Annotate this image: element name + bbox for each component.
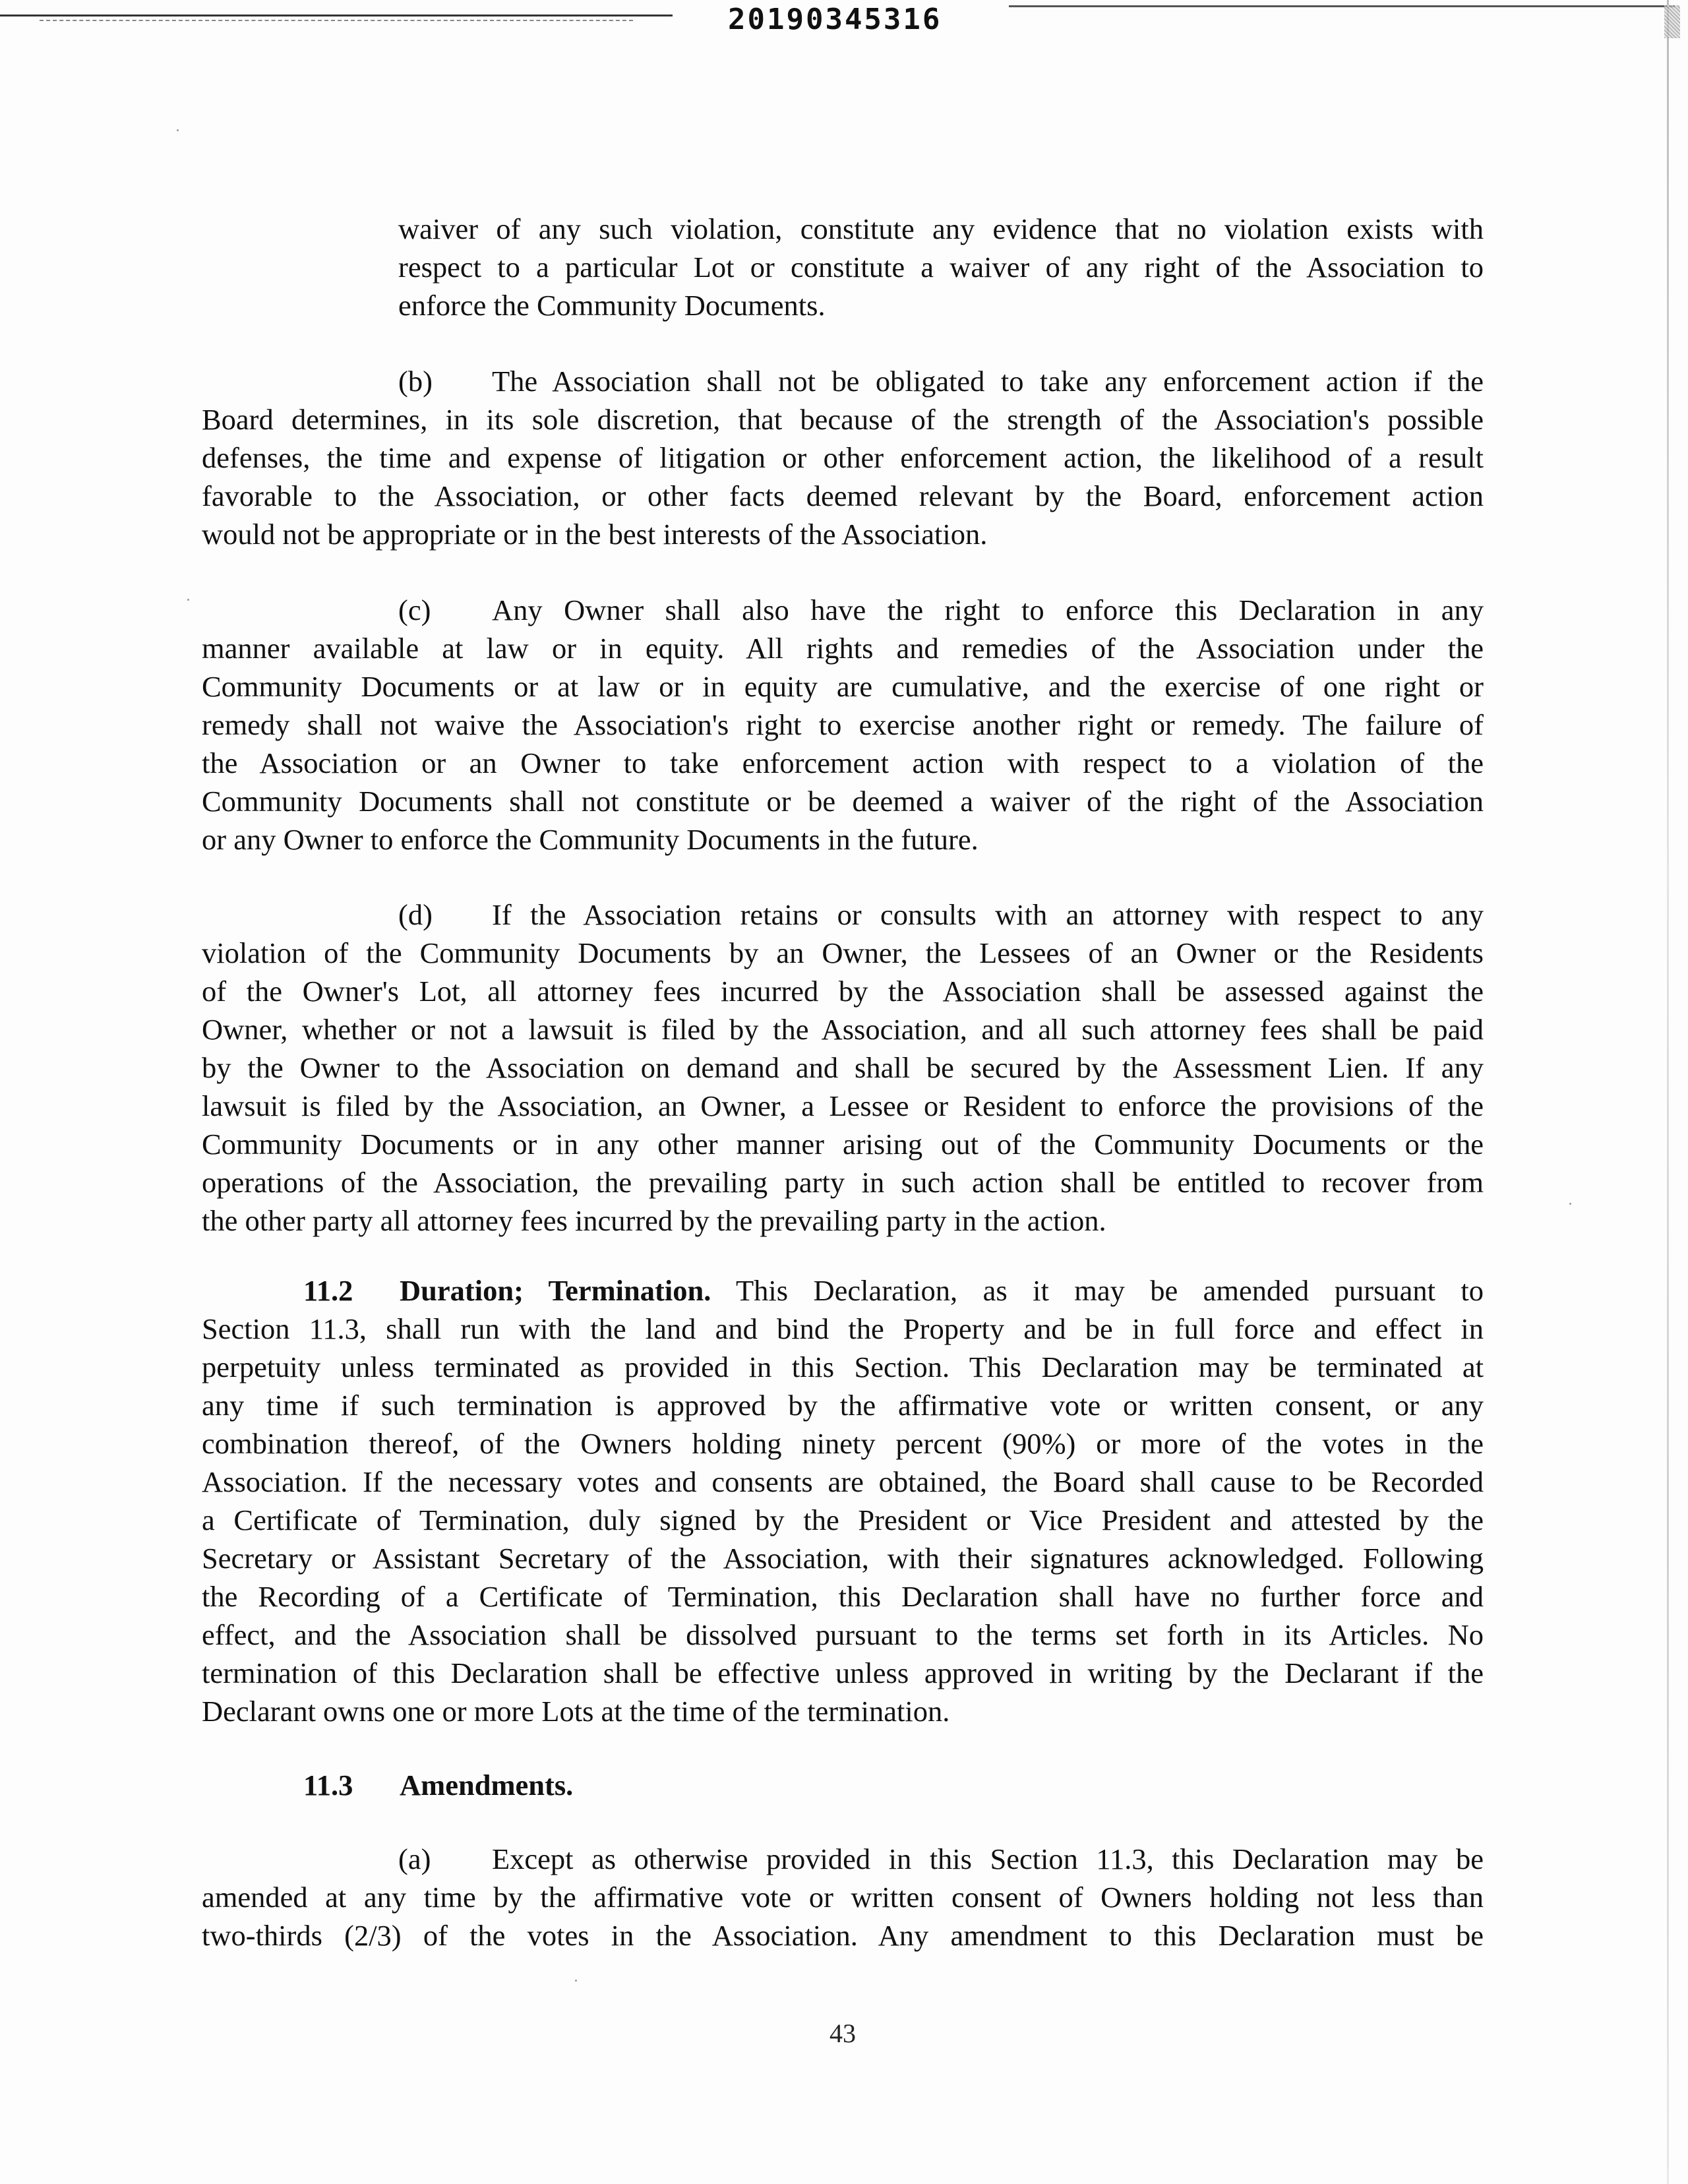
scan-speck bbox=[177, 129, 179, 131]
text-line bbox=[202, 1840, 1484, 1878]
text-line: any time if such termination is approved by the affirmative vote or written consent, or any bbox=[202, 1389, 1484, 1422]
text-line: operations of the Association, the prevailing party in such action shall be entitled to recover from bbox=[202, 1166, 1484, 1199]
text-line bbox=[202, 591, 1484, 629]
paragraph-c bbox=[202, 591, 1484, 859]
text-line: the other party all attorney fees incurred by the prevailing party in the action. bbox=[202, 1204, 1106, 1237]
section-title: Duration; Termination. bbox=[400, 1274, 711, 1307]
section-11-3-heading bbox=[303, 1766, 831, 1804]
scan-speck bbox=[187, 599, 189, 601]
text-line: of the Owner's Lot, all attorney fees incurred by the Association shall be assessed against the bbox=[202, 975, 1484, 1008]
scan-speck bbox=[1569, 1203, 1571, 1205]
text-line: Community Documents or at law or in equity are cumulative, and the exercise of one right or bbox=[202, 670, 1484, 703]
page-number: 43 bbox=[829, 2018, 856, 2048]
text-line: remedy shall not waive the Association's right to exercise another right or remedy. The failure of bbox=[202, 708, 1484, 741]
text-line: termination of this Declaration shall be effective unless approved in writing by the Declarant if the bbox=[202, 1656, 1484, 1689]
paragraph-b bbox=[202, 362, 1484, 553]
section-number: 11.2 bbox=[303, 1274, 353, 1307]
text-line: violation of the Community Documents by an Owner, the Lessees of an Owner or the Residents bbox=[202, 936, 1484, 969]
text-line: Community Documents shall not constitute or be deemed a waiver of the right of the Association bbox=[202, 785, 1484, 818]
text-line: manner available at law or in equity. All rights and remedies of the Association under the bbox=[202, 632, 1484, 665]
paragraph-a-continuation bbox=[398, 210, 1484, 324]
text-line: Declarant owns one or more Lots at the time of the termination. bbox=[202, 1695, 950, 1728]
paragraph-d bbox=[202, 895, 1484, 1240]
text-line: lawsuit is filed by the Association, an Owner, a Lessee or Resident to enforce the provisions of the bbox=[202, 1089, 1484, 1122]
text-segment: This Declaration, as it may be amended pursuant to bbox=[735, 1274, 1484, 1307]
text-line: combination thereof, of the Owners holding ninety percent (90%) or more of the votes in the bbox=[202, 1427, 1484, 1460]
scan-speck bbox=[575, 1980, 577, 1982]
scan-edge bbox=[1667, 0, 1669, 2184]
text-line: by the Owner to the Association on demand and shall be secured by the Assessment Lien. If any bbox=[202, 1051, 1484, 1084]
section-title: Amendments. bbox=[400, 1769, 574, 1802]
section-11-2 bbox=[202, 1271, 1484, 1730]
text-line: defenses, the time and expense of litigation or other enforcement action, the likelihood of a result bbox=[202, 441, 1484, 474]
text-line: waiver of any such violation, constitute any evidence that no violation exists with bbox=[398, 212, 1484, 245]
text-line: effect, and the Association shall be dissolved pursuant to the terms set forth in its Articles. No bbox=[202, 1618, 1484, 1651]
text-line: a Certificate of Termination, duly signed by the President or Vice President and attested by the bbox=[202, 1503, 1484, 1536]
text-line: Secretary or Assistant Secretary of the Association, with their signatures acknowledged. Following bbox=[202, 1542, 1484, 1575]
text-line: Board determines, in its sole discretion, that because of the strength of the Association's possible bbox=[202, 403, 1484, 436]
text-line: respect to a particular Lot or constitute a waiver of any right of the Association to bbox=[398, 251, 1484, 284]
text-line bbox=[202, 895, 1484, 934]
paragraph-label: (a) bbox=[398, 1842, 431, 1875]
scan-corner-mark bbox=[1664, 5, 1680, 38]
text-line: favorable to the Association, or other facts deemed relevant by the Board, enforcement action bbox=[202, 479, 1484, 512]
text-line: two-thirds (2/3) of the votes in the Association. Any amendment to this Declaration must be bbox=[202, 1919, 1484, 1952]
text-segment: If the Association retains or consults with an attorney with respect to any bbox=[492, 898, 1484, 931]
text-line: Owner, whether or not a lawsuit is filed by the Association, and all such attorney fees shall be paid bbox=[202, 1013, 1484, 1046]
text-line: or any Owner to enforce the Community Documents in the future. bbox=[202, 823, 979, 856]
paragraph-label: (d) bbox=[398, 898, 433, 931]
text-segment: Except as otherwise provided in this Section 11.3, this Declaration may be bbox=[492, 1842, 1484, 1875]
header-rule-right bbox=[1009, 5, 1675, 7]
paragraph-11-3-a bbox=[202, 1840, 1484, 1955]
header-rule-left bbox=[0, 15, 673, 16]
text-line: Community Documents or in any other manner arising out of the Community Documents or the bbox=[202, 1128, 1484, 1161]
section-heading-line bbox=[202, 1271, 1484, 1310]
text-line: perpetuity unless terminated as provided in this Section. This Declaration may be terminated at bbox=[202, 1350, 1484, 1383]
paragraph-label: (b) bbox=[398, 365, 433, 398]
header-rule-left-faint bbox=[40, 20, 633, 21]
text-line: Section 11.3, shall run with the land and bind the Property and be in full force and effect in bbox=[202, 1312, 1484, 1345]
text-line: amended at any time by the affirmative vote or written consent of Owners holding not less than bbox=[202, 1881, 1484, 1914]
document-number: 20190345316 bbox=[728, 3, 942, 36]
text-line: would not be appropriate or in the best interests of the Association. bbox=[202, 518, 988, 551]
text-line: enforce the Community Documents. bbox=[398, 289, 826, 322]
text-line: the Association or an Owner to take enforcement action with respect to a violation of the bbox=[202, 746, 1484, 779]
text-segment: Any Owner shall also have the right to enforce this Declaration in any bbox=[492, 593, 1484, 626]
section-heading-line bbox=[303, 1766, 831, 1804]
text-segment: The Association shall not be obligated to take any enforcement action if the bbox=[492, 365, 1484, 398]
text-line bbox=[202, 362, 1484, 400]
paragraph-label: (c) bbox=[398, 593, 431, 626]
text-line: Association. If the necessary votes and consents are obtained, the Board shall cause to be Recorded bbox=[202, 1465, 1484, 1498]
text-line: the Recording of a Certificate of Termination, this Declaration shall have no further force and bbox=[202, 1580, 1484, 1613]
section-number: 11.3 bbox=[303, 1769, 353, 1802]
